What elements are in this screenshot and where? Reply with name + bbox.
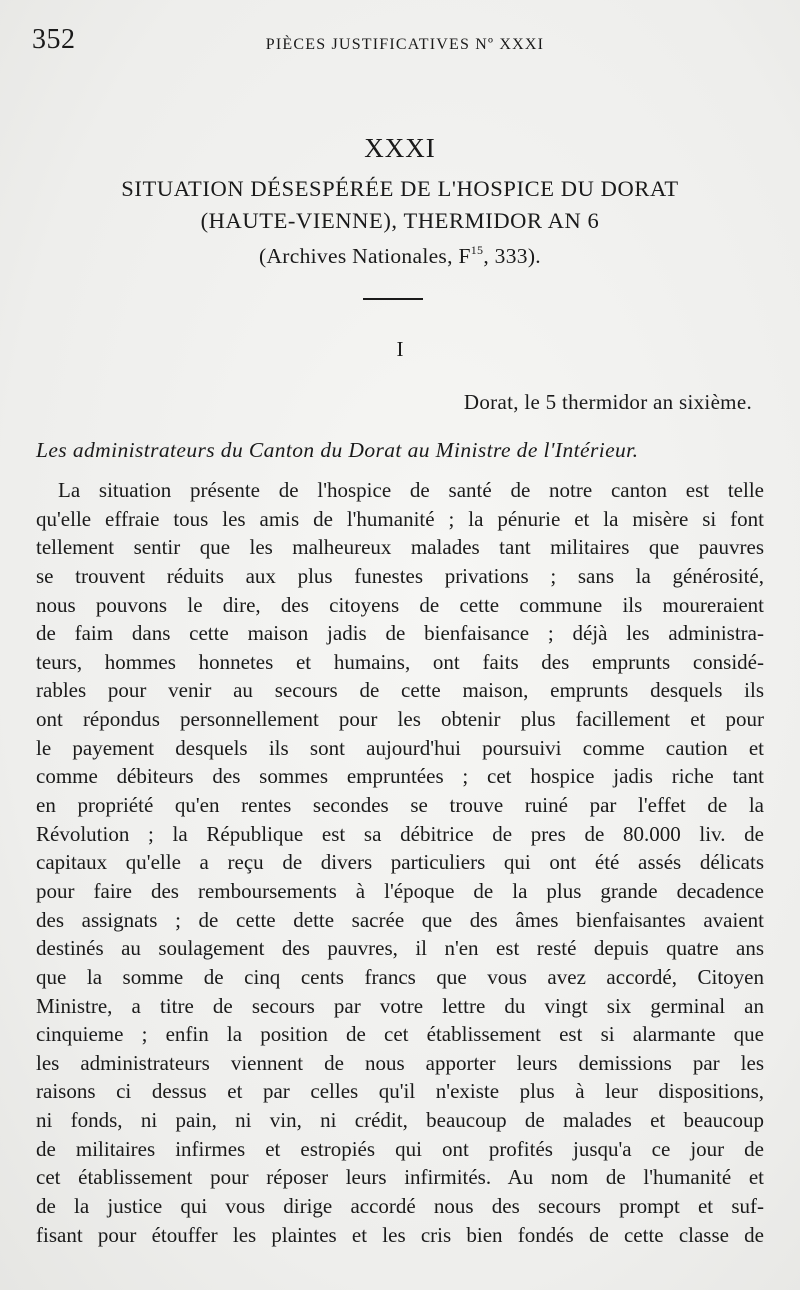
page-number: 352: [32, 24, 76, 55]
body-line: tellement sentir que les malheureux malades tant militaires que pauvres: [36, 535, 764, 560]
source-suffix: , 333).: [483, 244, 541, 268]
body-line: Ministre, a titre de secours par votre lettre du vingt six germinal an: [36, 993, 764, 1018]
body-line: comme débiteurs des sommes empruntées ; cet hospice jadis riche tant: [36, 764, 764, 789]
body-line: que la somme de cinq cents francs que vous avez accordé, Citoyen: [36, 964, 764, 989]
running-head: PIÈCES JUSTIFICATIVES Nº XXXI: [265, 36, 545, 53]
body-line: de faim dans cette maison jadis de bienfaisance ; déjà les administra-: [36, 621, 764, 646]
body-line: La situation présente de l'hospice de santé de notre canton est telle: [58, 478, 764, 502]
body-line: ni fonds, ni pain, ni vin, ni crédit, beaucoup de malades et beaucoup: [36, 1108, 764, 1133]
body-line: rables pour venir au secours de cette maison, emprunts desquels ils: [36, 678, 764, 703]
document-number: XXXI: [364, 133, 436, 163]
source-superscript: 15: [470, 243, 484, 257]
body-line: cinquieme ; enfin la position de cet établissement est si alarmante que: [36, 1022, 764, 1047]
body-line: Révolution ; la République est sa débitrice de pres de 80.000 liv. de: [36, 821, 764, 846]
body-line: se trouvent réduits aux plus funestes privations ; sans la générosité,: [36, 563, 764, 588]
body-line: des assignats ; de cette dette sacrée que des âmes bienfaisantes avaient: [36, 907, 764, 932]
body-line: ont répondus personnellement pour les obtenir plus facillement et pour: [36, 707, 764, 732]
address-line: Les administrateurs du Canton du Dorat au Ministre de l'Intérieur.: [36, 438, 639, 462]
body-line: le payement desquels ils sont aujourd'hui poursuivi comme caution et: [36, 735, 764, 760]
source-prefix: (Archives Nationales, F: [259, 244, 471, 268]
section-number: I: [396, 337, 404, 361]
body-line: en propriété qu'en rentes secondes se trouve ruiné par l'effet de la: [36, 793, 764, 818]
body-line: pour faire des remboursements à l'époque de la plus grande decadence: [36, 878, 764, 903]
body-line: de militaires infirmes et estropiés qui ont profités jusqu'a ce jour de: [36, 1136, 764, 1161]
document-source: [0, 243, 800, 269]
dateline: Dorat, le 5 thermidor an sixième.: [463, 390, 752, 414]
body-line: raisons ci dessus et par celles qu'il n'existe plus à leur dispositions,: [36, 1079, 764, 1104]
body-line: nous pouvons le dire, des citoyens de cette commune ils moureraient: [36, 592, 764, 617]
body-line: fisant pour étouffer les plaintes et les cris bien fondés de cette classe de: [36, 1222, 764, 1247]
document-title-line-2: (HAUTE-VIENNE), THERMIDOR AN 6: [200, 208, 600, 233]
body-line: destinés au soulagement des pauvres, il n'en est resté depuis quatre ans: [36, 936, 764, 961]
body-text: [36, 476, 764, 1249]
document-title-line-1: SITUATION DÉSESPÉRÉE DE L'HOSPICE DU DORAT: [121, 176, 679, 201]
body-line: les administrateurs viennent de nous apporter leurs demissions par les: [36, 1050, 764, 1075]
body-line: cet établissement pour réposer leurs infirmités. Au nom de l'humanité et: [36, 1165, 764, 1190]
body-line: teurs, hommes honnetes et humains, ont faits des emprunts considé-: [36, 649, 764, 674]
body-line: de la justice qui vous dirige accordé nous des secours prompt et suf-: [36, 1194, 764, 1219]
body-line: capitaux qu'elle a reçu de divers particuliers qui ont été assés délicats: [36, 850, 764, 875]
title-divider: [363, 298, 423, 300]
document-title: [0, 173, 800, 237]
body-line: qu'elle effraie tous les amis de l'humanité ; la pénurie et la misère si font: [36, 506, 764, 531]
